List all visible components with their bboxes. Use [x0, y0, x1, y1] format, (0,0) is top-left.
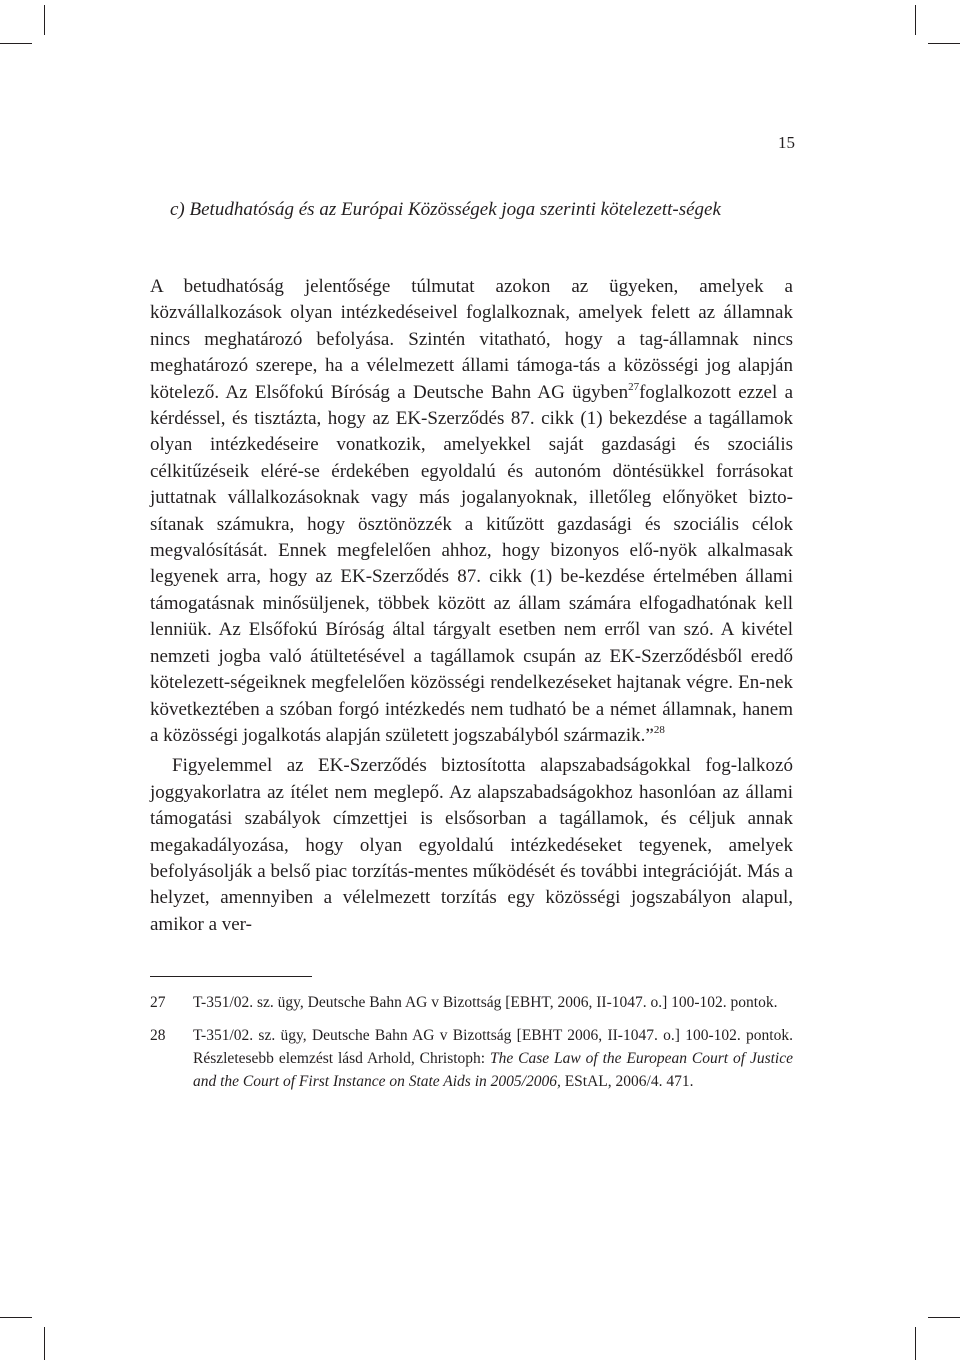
footnote-28 — [150, 1024, 793, 1093]
footnote-27 — [150, 991, 793, 1014]
crop-mark-bottom-right-horizontal — [928, 1317, 960, 1318]
footnote-reference-27[interactable]: 27 — [628, 380, 640, 393]
section-heading: c) Betudhatóság és az Európai Közösségek joga szerinti kötelezett-ségek — [170, 199, 721, 220]
footnote-text — [193, 1024, 793, 1093]
page-number: 15 — [778, 133, 795, 152]
footnote-text-start: T-351/02. sz. ügy, Deutsche Bahn AG v Bizottság [EBHT 2006, II-1047. o.] 100-102. pontok. Részletesebb elemzést lásd Arhold, Christoph: — [193, 1027, 793, 1068]
footnote-text: T-351/02. sz. ügy, Deutsche Bahn AG v Bizottság [EBHT, 2006, II-1047. o.] 100-102. pontok. — [193, 994, 778, 1012]
paragraph-1 — [150, 274, 793, 749]
paragraph-2: Figyelemmel az EK-Szerződés biztosította alapszabadságokkal fog-lalkozó joggyakorlatra az ítélet nem meglepő. Az alapszabadságokhoz hasonlóan az állami támogatási szabályok címzettjei is elsősorban a tagállamok, és céljuk annak megakadályozása, hogy olyan egyoldalú intézkedéseket tegyenek, amelyek befolyásolják a belső piac torzítás-mentes működését és további integrációját. Más a helyzet, amennyiben a vélelmezett torzítás egy közösségi jogszabályon alapul, amikor a ver- — [150, 755, 793, 935]
crop-mark-bottom-left-vertical — [44, 1327, 45, 1360]
crop-mark-top-left-horizontal — [0, 43, 32, 44]
footnote-text-end: EStAL, 2006/4. 471. — [560, 1073, 694, 1091]
paragraph-1-text-a: A betudhatóság jelentősége túlmutat azokon az ügyeken, amelyek a közvállalkozások olyan intézkedéseivel foglalkoznak, amelyek felett az államnak nincs meghatározó befolyása. Szintén vitatható, hogy a tag-államnak nincs meghatározó szerepe, ha a vélelmezett állami támoga-tás a közösségi jog alapján kötelező. Az Elsőfokú Bíróság a Deutsche Bahn AG ügyben — [150, 276, 793, 403]
cited-work-title: The Case Law of the European Court of Justice and the Court of First Instance on State Aids in 2005/2006, — [193, 1050, 793, 1091]
crop-mark-bottom-right-vertical — [915, 1327, 916, 1360]
footnote-separator — [150, 976, 312, 977]
crop-mark-top-right-vertical — [915, 5, 916, 35]
crop-mark-bottom-left-horizontal — [0, 1317, 32, 1318]
footnote-reference-28[interactable]: 28 — [653, 723, 665, 736]
crop-mark-top-left-vertical — [44, 5, 45, 35]
crop-mark-top-right-horizontal — [928, 43, 960, 44]
paragraph-1-text-b: foglalkozott ezzel a kérdéssel, és tisztázta, hogy az EK-Szerződés 87. cikk (1) bekezdése a tagállamok olyan intézkedéseire vonatkozik, amelyekkel saját gazdasági és szociális célkitűzéseik eléré-se érdekében egyoldalú és autonóm döntésükkel forrásokat juttatnak vállalkozásoknak vagy más jogalanyoknak, illetőleg előnyöket bizto-sítanak számukra, hogy ösztönözzék a kitűzött gazdasági és szociális célok megvalósítását. Ennek megfelelően ahhoz, hogy bizonyos elő-nyök alkalmasak legyenek arra, hogy az EK-Szerződés 87. cikk (1) be-kezdése értelmében állami támogatásnak minősüljenek, többek között az állam számára elfogadhatónak kell lenniük. Az Elsőfokú Bíróság által tárgyalt esetben nem erről van szó. A kivétel nemzeti jogba való átültetésével a tagállamok csupán az EK-Szerződésből eredő kötelezett-ségeiknek megfelelően közösségi rendelkezéseket hajtanak végre. En-nek következtében a szóban forgó intézkedés nem tudható be a német államnak, hanem a közösségi jogalkotás alapján született jogszabályból származik.” — [150, 381, 793, 746]
footnote-number: 28 — [150, 1027, 166, 1045]
footnote-number: 27 — [150, 994, 166, 1012]
page-content — [150, 196, 793, 1103]
